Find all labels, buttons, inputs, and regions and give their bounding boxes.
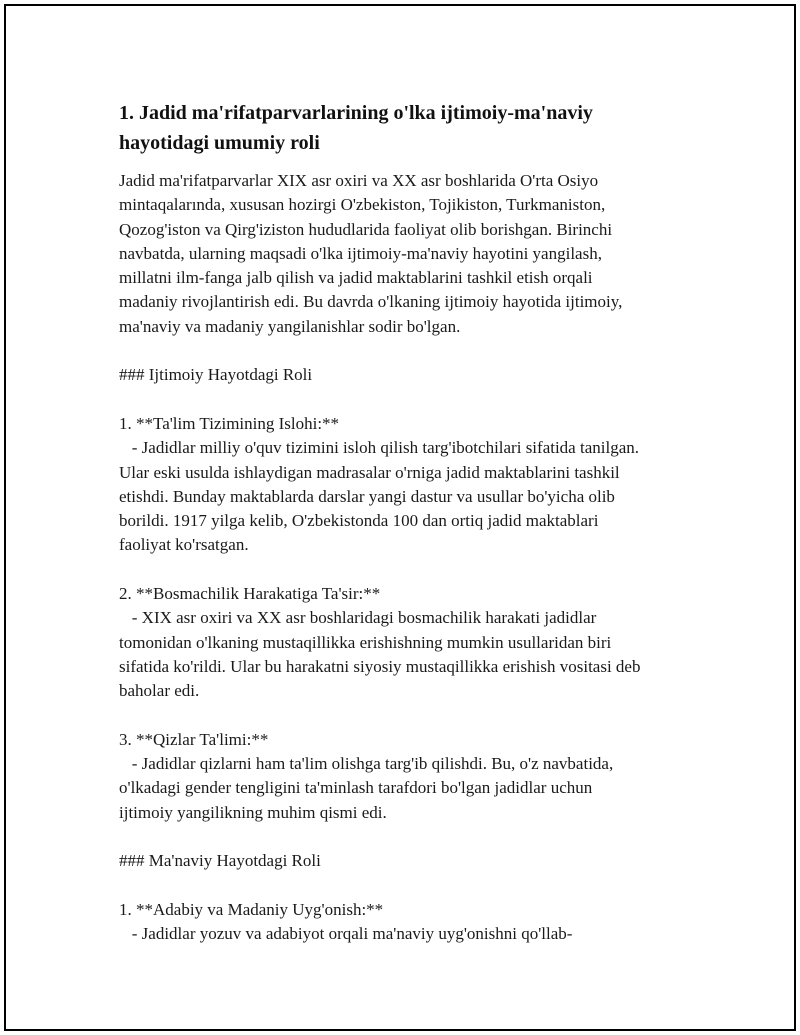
text-line: - Jadidlar yozuv va adabiyot orqali ma'naviy uyg'onishni qo'llab- [119, 924, 573, 944]
text-line: faoliyat ko'rsatgan. [119, 535, 249, 555]
title-line: hayotidagi umumiy roli [119, 132, 320, 154]
blank-line [119, 825, 719, 849]
intro-paragraph [119, 169, 719, 339]
text-line: - Jadidlar qizlarni ham ta'lim olishga targ'ib qilishdi. Bu, o'z navbatida, [119, 754, 614, 774]
text-line: etishdi. Bunday maktablarda darslar yangi dastur va usullar bo'yicha olib [119, 486, 615, 506]
list-item-literary-revival [119, 898, 719, 947]
list-item-title: 3. **Qizlar Ta'limi:** [119, 729, 269, 749]
title-line: 1. Jadid ma'rifatparvarlarining o'lka ijtimoiy-ma'naviy [119, 102, 593, 124]
document-content [119, 98, 719, 947]
blank-line [119, 558, 719, 582]
text-line: ijtimoiy yangilikning muhim qismi edi. [119, 802, 387, 822]
text-line: - Jadidlar milliy o'quv tizimini isloh qilish targ'ibotchilari sifatida tanilgan. [119, 438, 639, 458]
text-line: mintaqalarında, xususan hozirgi O'zbekiston, Tojikiston, Turkmaniston, [119, 195, 606, 215]
blank-line [119, 388, 719, 412]
document-page [4, 4, 796, 1031]
section-heading-social: ### Ijtimoiy Hayotdagi Roli [119, 365, 313, 385]
list-item-education-reform [119, 412, 719, 558]
blank-line [119, 874, 719, 898]
document-title [119, 98, 719, 158]
text-line: millatni ilm-fanga jalb qilish va jadid maktablarini tashkil etish orqali [119, 268, 593, 288]
blank-line [119, 704, 719, 728]
text-line: navbatda, ularning maqsadi o'lka ijtimoiy-ma'naviy hayotini yangilash, [119, 243, 602, 263]
text-line: baholar edi. [119, 681, 200, 701]
list-item-girls-education [119, 728, 719, 825]
text-line: ma'naviy va madaniy yangilanishlar sodir bo'lgan. [119, 316, 461, 336]
list-item-title: 1. **Adabiy va Madaniy Uyg'onish:** [119, 899, 384, 919]
text-line: madaniy rivojlantirish edi. Bu davrda o'lkaning ijtimoiy hayotida ijtimoiy, [119, 292, 623, 312]
list-item-title: 2. **Bosmachilik Harakatiga Ta'sir:** [119, 584, 381, 604]
list-item-bosmachilik [119, 582, 719, 703]
blank-line [119, 339, 719, 363]
text-line: borildi. 1917 yilga kelib, O'zbekistonda 100 dan ortiq jadid maktablari [119, 511, 599, 531]
section-heading-spiritual: ### Ma'naviy Hayotdagi Roli [119, 851, 321, 871]
text-line: - XIX asr oxiri va XX asr boshlaridagi bosmachilik harakati jadidlar [119, 608, 597, 628]
text-line: Jadid ma'rifatparvarlar XIX asr oxiri va XX asr boshlarida O'rta Osiyo [119, 171, 599, 190]
text-line: o'lkadagi gender tengligini ta'minlash tarafdori bo'lgan jadidlar uchun [119, 778, 593, 798]
list-item-title: 1. **Ta'lim Tizimining Islohi:** [119, 413, 340, 433]
text-line: Qozog'iston va Qirg'iziston hududlarida faoliyat olib borishgan. Birinchi [119, 219, 613, 239]
text-line: tomonidan o'lkaning mustaqillikka erishishning mumkin usullaridan biri [119, 632, 612, 652]
text-line: sifatida ko'rildi. Ular bu harakatni siyosiy mustaqillikka erishish vositasi deb [119, 656, 641, 676]
text-line: Ular eski usulda ishlaydigan madrasalar o'rniga jadid maktablarini tashkil [119, 462, 620, 482]
